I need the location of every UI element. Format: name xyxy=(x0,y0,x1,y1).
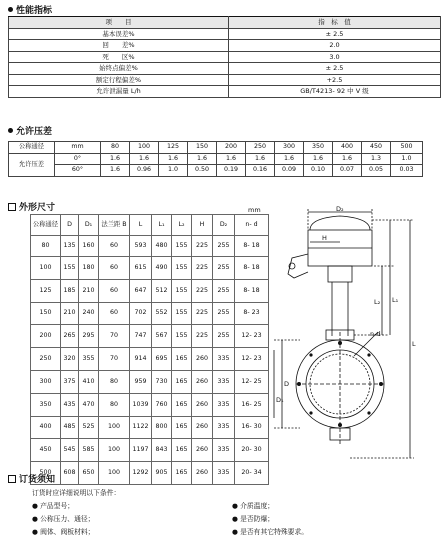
table-row xyxy=(9,86,441,98)
square-bullet-icon xyxy=(8,203,16,211)
actuator-dome xyxy=(310,216,370,230)
value-cell: 1.6 xyxy=(159,153,188,165)
dimension-cell: 80 xyxy=(31,236,61,257)
angle-cell: 0° xyxy=(55,153,101,165)
ordering-item: ● 阀体、阀板材料； xyxy=(32,528,95,536)
header-cell: L₁ xyxy=(152,215,172,236)
section-title: 订货须知 xyxy=(19,475,56,485)
value-cell: 1.6 xyxy=(275,153,304,165)
ordering-item: ● 公称压力、通径； xyxy=(32,515,95,523)
dimension-cell: 165 xyxy=(172,416,192,439)
dimension-cell: 100 xyxy=(99,462,130,485)
value-cell: 2.0 xyxy=(229,40,441,52)
dimension-cell: 335 xyxy=(213,348,235,371)
header-cell: n- d xyxy=(235,215,269,236)
value-cell: 0.09 xyxy=(275,165,304,177)
value-cell: GB/T4213- 92 中 V 级 xyxy=(229,86,441,98)
dimension-cell: 225 xyxy=(192,257,213,280)
dimension-cell: 125 xyxy=(31,279,61,302)
dimension-cell: 165 xyxy=(172,348,192,371)
dimension-cell: 70 xyxy=(99,348,130,371)
header-cell: H xyxy=(192,215,213,236)
valve-drawing xyxy=(270,206,444,466)
ordering-intro: 订货时应详细说明以下条件： xyxy=(32,489,121,497)
size-cell: 200 xyxy=(217,142,246,154)
item-cell: 死 区% xyxy=(9,51,229,63)
dimension-cell: 695 xyxy=(152,348,172,371)
dimension-cell: 60 xyxy=(99,302,130,325)
dimensions-unit: mm xyxy=(248,206,261,214)
dimension-cell: 320 xyxy=(61,348,79,371)
dimension-cell: 8- 23 xyxy=(235,302,269,325)
ordering-text: 是否有其它特殊要求。 xyxy=(240,528,309,536)
dimension-cell: 702 xyxy=(130,302,152,325)
value-cell: 1.6 xyxy=(217,153,246,165)
dimension-cell: 335 xyxy=(213,439,235,462)
header-cell: L₂ xyxy=(172,215,192,236)
value-cell: 1.0 xyxy=(159,165,188,177)
dimension-cell: 155 xyxy=(172,279,192,302)
size-cell: 500 xyxy=(391,142,423,154)
label-h: H xyxy=(322,234,327,242)
value-cell: 1.6 xyxy=(130,153,159,165)
dimension-cell: 100 xyxy=(99,416,130,439)
table-row xyxy=(31,325,269,348)
square-bullet-icon xyxy=(8,475,16,483)
dimension-cell: 255 xyxy=(213,236,235,257)
ordering-item: ● 产品型号； xyxy=(32,502,75,510)
dimension-cell: 260 xyxy=(192,393,213,416)
table-header-row xyxy=(9,17,441,29)
bullet-icon xyxy=(8,7,13,12)
dimension-cell: 375 xyxy=(61,370,79,393)
ordering-item: ● 是否有其它特殊要求。 xyxy=(232,528,309,536)
dimension-cell: 155 xyxy=(172,302,192,325)
table-row xyxy=(31,439,269,462)
item-cell: 基本误差% xyxy=(9,28,229,40)
value-cell: 0.07 xyxy=(333,165,362,177)
section-title: 性能指标 xyxy=(16,6,53,16)
dimension-cell: 470 xyxy=(79,393,99,416)
value-cell: 0.96 xyxy=(130,165,159,177)
dimension-cell: 20- 30 xyxy=(235,439,269,462)
dimension-cell: 150 xyxy=(31,302,61,325)
dimension-cell: 843 xyxy=(152,439,172,462)
angle-cell: 60° xyxy=(55,165,101,177)
header-cell: 法兰距 B xyxy=(99,215,130,236)
dimension-cell: 70 xyxy=(99,325,130,348)
dimension-cell: 450 xyxy=(31,439,61,462)
dimension-cell: 265 xyxy=(61,325,79,348)
dimension-cell: 485 xyxy=(61,416,79,439)
dimension-cell: 914 xyxy=(130,348,152,371)
ordering-text: 阀体、阀板材料； xyxy=(40,528,95,536)
dimension-cell: 350 xyxy=(31,393,61,416)
dimension-cell: 60 xyxy=(99,279,130,302)
dimension-cell: 300 xyxy=(31,370,61,393)
handwheel-lever xyxy=(288,254,308,278)
dimension-cell: 335 xyxy=(213,462,235,485)
dimension-cell: 165 xyxy=(172,370,192,393)
dimension-cell: 16- 30 xyxy=(235,416,269,439)
value-cell: 1.0 xyxy=(391,153,423,165)
table-row xyxy=(31,302,269,325)
dimension-cell: 593 xyxy=(130,236,152,257)
dimension-cell: 160 xyxy=(79,236,99,257)
dimension-cell: 260 xyxy=(192,462,213,485)
dimension-cell: 410 xyxy=(79,370,99,393)
ordering-text: 公称压力、通径； xyxy=(40,515,95,523)
dimension-cell: 730 xyxy=(152,370,172,393)
dimension-cell: 225 xyxy=(192,236,213,257)
dimension-cell: 400 xyxy=(31,416,61,439)
value-cell: 0.10 xyxy=(304,165,333,177)
dimension-cell: 435 xyxy=(61,393,79,416)
dimension-cell: 490 xyxy=(152,257,172,280)
dimension-cell: 225 xyxy=(192,279,213,302)
size-cell: 80 xyxy=(101,142,130,154)
dimension-cell: 905 xyxy=(152,462,172,485)
item-cell: 额定行程偏差% xyxy=(9,74,229,86)
dimension-cell: 12- 23 xyxy=(235,325,269,348)
value-cell: 1.6 xyxy=(101,153,130,165)
header-cell: D₂ xyxy=(213,215,235,236)
dimension-cell: 16- 25 xyxy=(235,393,269,416)
label-d2: D₂ xyxy=(336,206,344,213)
pressure-table xyxy=(8,141,423,177)
dimension-cell: 210 xyxy=(61,302,79,325)
dp-label: 允许压差 xyxy=(9,153,55,176)
value-cell: 0.50 xyxy=(188,165,217,177)
table-row xyxy=(31,393,269,416)
value-cell: ± 2.5 xyxy=(229,28,441,40)
dimension-cell: 335 xyxy=(213,393,235,416)
size-cell: 100 xyxy=(130,142,159,154)
dimension-cell: 225 xyxy=(192,302,213,325)
table-row xyxy=(9,74,441,86)
ordering-text: 介质温度； xyxy=(240,502,275,510)
value-cell: 0.19 xyxy=(217,165,246,177)
value-cell: 0.03 xyxy=(391,165,423,177)
dimension-cell: 225 xyxy=(192,325,213,348)
value-cell: 1.6 xyxy=(304,153,333,165)
dimensions-body xyxy=(31,236,269,485)
dimension-cell: 155 xyxy=(172,257,192,280)
label-nd: n-d xyxy=(370,330,381,338)
label-l: L xyxy=(412,340,416,348)
dimension-cell: 959 xyxy=(130,370,152,393)
dimension-cell: 500 xyxy=(31,462,61,485)
dimension-cell: 80 xyxy=(99,393,130,416)
size-row xyxy=(9,142,423,154)
dimension-cell: 100 xyxy=(99,439,130,462)
value-cell: 0.16 xyxy=(246,165,275,177)
ordering-item: ● 是否防爆； xyxy=(232,515,275,523)
dimension-cell: 100 xyxy=(31,257,61,280)
label-d: D xyxy=(284,380,290,388)
table-row xyxy=(9,28,441,40)
header-cell: 公称通径 xyxy=(31,215,61,236)
label-d1: D₁ xyxy=(276,396,284,404)
table-row xyxy=(9,51,441,63)
size-cell: 450 xyxy=(362,142,391,154)
header-cell: D₁ xyxy=(79,215,99,236)
label-l2: L₂ xyxy=(374,298,381,306)
dimension-cell: 567 xyxy=(152,325,172,348)
dimension-cell: 155 xyxy=(61,257,79,280)
item-cell: 始终点偏差% xyxy=(9,63,229,75)
dimension-cell: 1197 xyxy=(130,439,152,462)
header-cell: D xyxy=(61,215,79,236)
dimension-cell: 1292 xyxy=(130,462,152,485)
bullet-icon xyxy=(8,128,13,133)
performance-table xyxy=(8,16,441,98)
size-cell: 300 xyxy=(275,142,304,154)
dimension-cell: 165 xyxy=(172,439,192,462)
table-row xyxy=(31,279,269,302)
size-cell: 400 xyxy=(333,142,362,154)
dimension-cell: 165 xyxy=(172,393,192,416)
dimension-cell: 295 xyxy=(79,325,99,348)
dimension-cell: 260 xyxy=(192,416,213,439)
dimension-cell: 255 xyxy=(213,279,235,302)
table-row xyxy=(31,257,269,280)
table-row xyxy=(31,462,269,485)
table-row xyxy=(31,370,269,393)
table-row xyxy=(9,40,441,52)
dimension-cell: 335 xyxy=(213,416,235,439)
unit-label: mm xyxy=(55,142,101,154)
dimension-cell: 647 xyxy=(130,279,152,302)
size-cell: 250 xyxy=(246,142,275,154)
ordering-text: 产品型号； xyxy=(40,502,75,510)
dimension-cell: 165 xyxy=(172,462,192,485)
dimension-cell: 585 xyxy=(79,439,99,462)
size-cell: 150 xyxy=(188,142,217,154)
dimension-cell: 480 xyxy=(152,236,172,257)
section-heading-performance xyxy=(8,3,52,16)
value-cell: 1.6 xyxy=(333,153,362,165)
value-cell: ± 2.5 xyxy=(229,63,441,75)
dimension-cell: 760 xyxy=(152,393,172,416)
item-cell: 回 差% xyxy=(9,40,229,52)
label-l1: L₁ xyxy=(392,296,399,304)
section-heading-dimensions xyxy=(8,200,55,213)
dimension-cell: 255 xyxy=(213,257,235,280)
dimension-cell: 60 xyxy=(99,236,130,257)
value-cell: 0.05 xyxy=(362,165,391,177)
dimension-cell: 608 xyxy=(61,462,79,485)
value-cell: 1.6 xyxy=(101,165,130,177)
dn-label: 公称通径 xyxy=(9,142,55,154)
dimension-cell: 255 xyxy=(213,302,235,325)
dimension-cell: 800 xyxy=(152,416,172,439)
dimension-cell: 12- 23 xyxy=(235,348,269,371)
table-header-row xyxy=(31,215,269,236)
dimension-cell: 747 xyxy=(130,325,152,348)
dimension-cell: 8- 18 xyxy=(235,279,269,302)
dimension-cell: 260 xyxy=(192,439,213,462)
table-row xyxy=(31,236,269,257)
dimension-cell: 20- 34 xyxy=(235,462,269,485)
dimension-cell: 255 xyxy=(213,325,235,348)
dimension-cell: 8- 18 xyxy=(235,236,269,257)
dimension-cell: 335 xyxy=(213,370,235,393)
pressure-row xyxy=(9,165,423,177)
dimension-cell: 155 xyxy=(172,236,192,257)
dimensions-table xyxy=(30,214,269,485)
dimension-cell: 1122 xyxy=(130,416,152,439)
dimension-cell: 552 xyxy=(152,302,172,325)
dimension-cell: 8- 18 xyxy=(235,257,269,280)
dimension-cell: 200 xyxy=(31,325,61,348)
dimension-cell: 525 xyxy=(79,416,99,439)
dimension-cell: 512 xyxy=(152,279,172,302)
pressure-row xyxy=(9,153,423,165)
dimension-cell: 240 xyxy=(79,302,99,325)
dimension-cell: 180 xyxy=(79,257,99,280)
dimension-cell: 355 xyxy=(79,348,99,371)
section-heading-pressure xyxy=(8,124,52,137)
dimension-cell: 12- 25 xyxy=(235,370,269,393)
dimension-cell: 250 xyxy=(31,348,61,371)
dimension-cell: 210 xyxy=(79,279,99,302)
dimension-cell: 60 xyxy=(99,257,130,280)
table-row xyxy=(9,63,441,75)
value-cell: 1.3 xyxy=(362,153,391,165)
dimension-cell: 260 xyxy=(192,348,213,371)
dimension-cell: 260 xyxy=(192,370,213,393)
dimension-cell: 135 xyxy=(61,236,79,257)
size-cell: 125 xyxy=(159,142,188,154)
dimension-cell: 545 xyxy=(61,439,79,462)
actuator-neck xyxy=(328,266,352,282)
size-cell: 350 xyxy=(304,142,333,154)
section-title: 允许压差 xyxy=(16,127,53,137)
header-cell: 项 目 xyxy=(9,17,229,29)
ordering-text: 是否防爆； xyxy=(240,515,275,523)
header-cell: 指 标 值 xyxy=(229,17,441,29)
dimension-cell: 185 xyxy=(61,279,79,302)
ordering-item: ● 介质温度； xyxy=(232,502,275,510)
header-cell: L xyxy=(130,215,152,236)
dimension-cell: 1039 xyxy=(130,393,152,416)
section-heading-ordering xyxy=(8,472,55,485)
dimension-cell: 80 xyxy=(99,370,130,393)
value-cell: 1.6 xyxy=(246,153,275,165)
dimension-cell: 615 xyxy=(130,257,152,280)
item-cell: 允许泄漏量 L/h xyxy=(9,86,229,98)
dimension-cell: 155 xyxy=(172,325,192,348)
section-title: 外形尺寸 xyxy=(19,203,56,213)
value-cell: 3.0 xyxy=(229,51,441,63)
table-row xyxy=(31,348,269,371)
dimension-cell: 650 xyxy=(79,462,99,485)
table-row xyxy=(31,416,269,439)
value-cell: +2.5 xyxy=(229,74,441,86)
value-cell: 1.6 xyxy=(188,153,217,165)
